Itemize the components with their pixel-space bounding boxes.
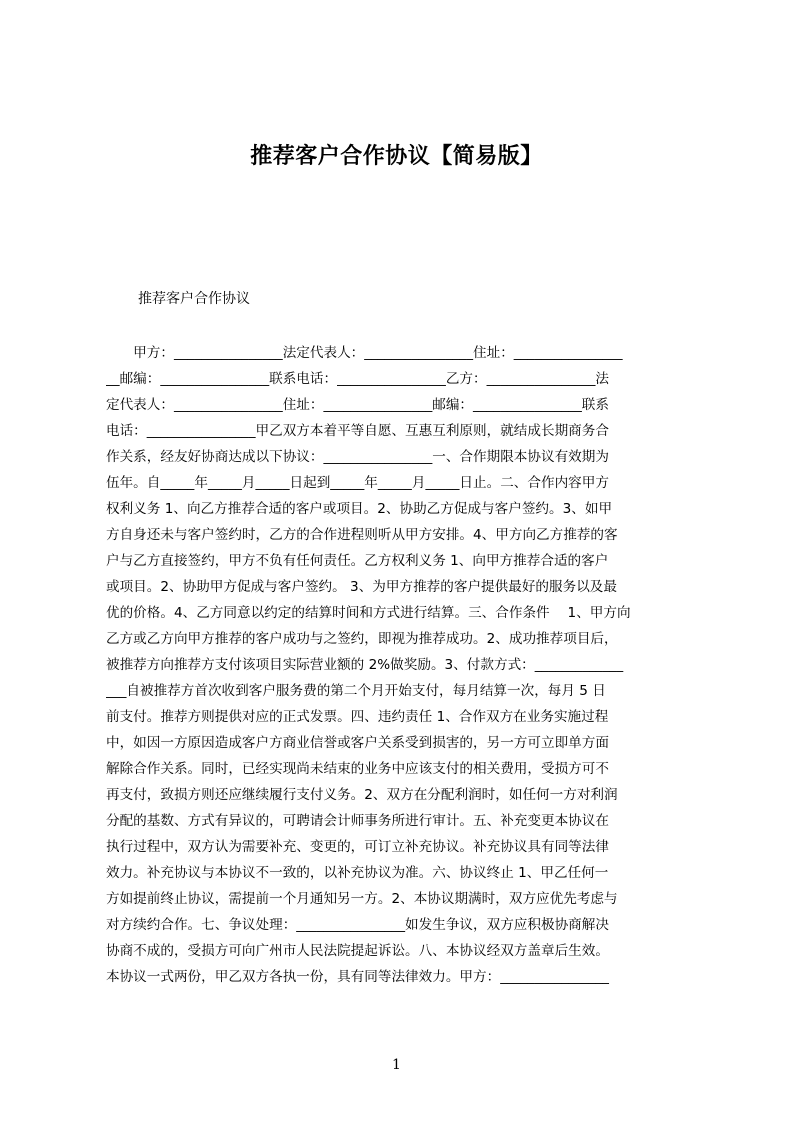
body-line: 优的价格。4、乙方同意以约定的结算时间和方式进行结算。三、合作条件 1、甲方向 (106, 605, 631, 621)
body-line: 权利义务 1、向乙方推荐合适的客户或项目。2、协助乙方促成与客户签约。3、如甲 (106, 501, 613, 517)
body-line: 作关系，经友好协商达成以下协议：________________一、合作期限本协议有效期为 (106, 449, 609, 465)
body-line: 效力。补充协议与本协议不一致的，以补充协议为准。六、协议终止 1、甲乙任何一 (106, 865, 609, 881)
body-line: 电话：________________甲乙双方本着平等自愿、互惠互利原则，就结成长期商务合 (106, 423, 609, 439)
body-line: 对方续约合作。七、争议处理：________________如发生争议，双方应积极协商解决 (106, 917, 609, 933)
body-line: 解除合作关系。同时，已经实现尚未结束的业务中应该支付的相关费用，受损方可不 (106, 761, 609, 777)
body-line: 协商不成的，受损方可向广州市人民法院提起诉讼。八、本协议经双方盖章后生效。 (106, 943, 609, 959)
page-number: 1 (392, 1057, 401, 1073)
body-line: 前支付。推荐方则提供对应的正式发票。四、违约责任 1、合作双方在业务实施过程 (106, 709, 609, 725)
body-line: 被推荐方向推荐方支付该项目实际营业额的 2%做奖励。3、付款方式：_____________ (106, 657, 624, 673)
body-line: 中，如因一方原因造成客户方商业信誉或客户关系受到损害的，另一方可立即单方面 (106, 735, 609, 751)
body-line: 户与乙方直接签约，甲方不负有任何责任。乙方权利义务 1、向甲方推荐合适的客户 (106, 553, 609, 569)
page-title: 推荐客户合作协议【简易版】 (250, 144, 543, 169)
body-line: ___自被推荐方首次收到客户服务费的第二个月开始支付，每月结算一次，每月 5 日 (106, 683, 606, 699)
body-line: __邮编：________________联系电话：________________乙方：________________法 (106, 371, 609, 387)
body-line: 乙方或乙方向甲方推荐的客户成功与之签约，即视为推荐成功。2、成功推荐项目后， (106, 631, 618, 647)
body-line: 或项目。2、协助甲方促成与客户签约。 3、为甲方推荐的客户提供最好的服务以及最 (106, 579, 617, 595)
body-line: 方如提前终止协议，需提前一个月通知另一方。2、本协议期满时，双方应优先考虑与 (106, 891, 618, 907)
body-line: 伍年。自_____年_____月_____日起到_____年_____月_____日止。二、合作内容甲方 (106, 475, 609, 491)
body-line: 再支付，致损方则还应继续履行支付义务。2、双方在分配利润时，如任何一方对利润 (106, 787, 618, 803)
body-line: 本协议一式两份，甲乙双方各执一份，具有同等法律效力。甲方：________________ (106, 969, 609, 985)
document-subtitle: 推荐客户合作协议 (138, 291, 250, 307)
body-line: 甲方：________________法定代表人：________________住址：________________ (106, 345, 623, 361)
body-line: 方自身还未与客户签约时，乙方的合作进程则听从甲方安排。4、甲方向乙方推荐的客 (106, 527, 618, 543)
body-line: 定代表人：________________住址：________________邮编：________________联系 (106, 397, 609, 413)
body-line: 执行过程中，双方认为需要补充、变更的，可订立补充协议。补充协议具有同等法律 (106, 839, 609, 855)
body-line: 分配的基数、方式有异议的，可聘请会计师事务所进行审计。五、补充变更本协议在 (106, 813, 609, 829)
agreement-body (106, 340, 698, 1008)
